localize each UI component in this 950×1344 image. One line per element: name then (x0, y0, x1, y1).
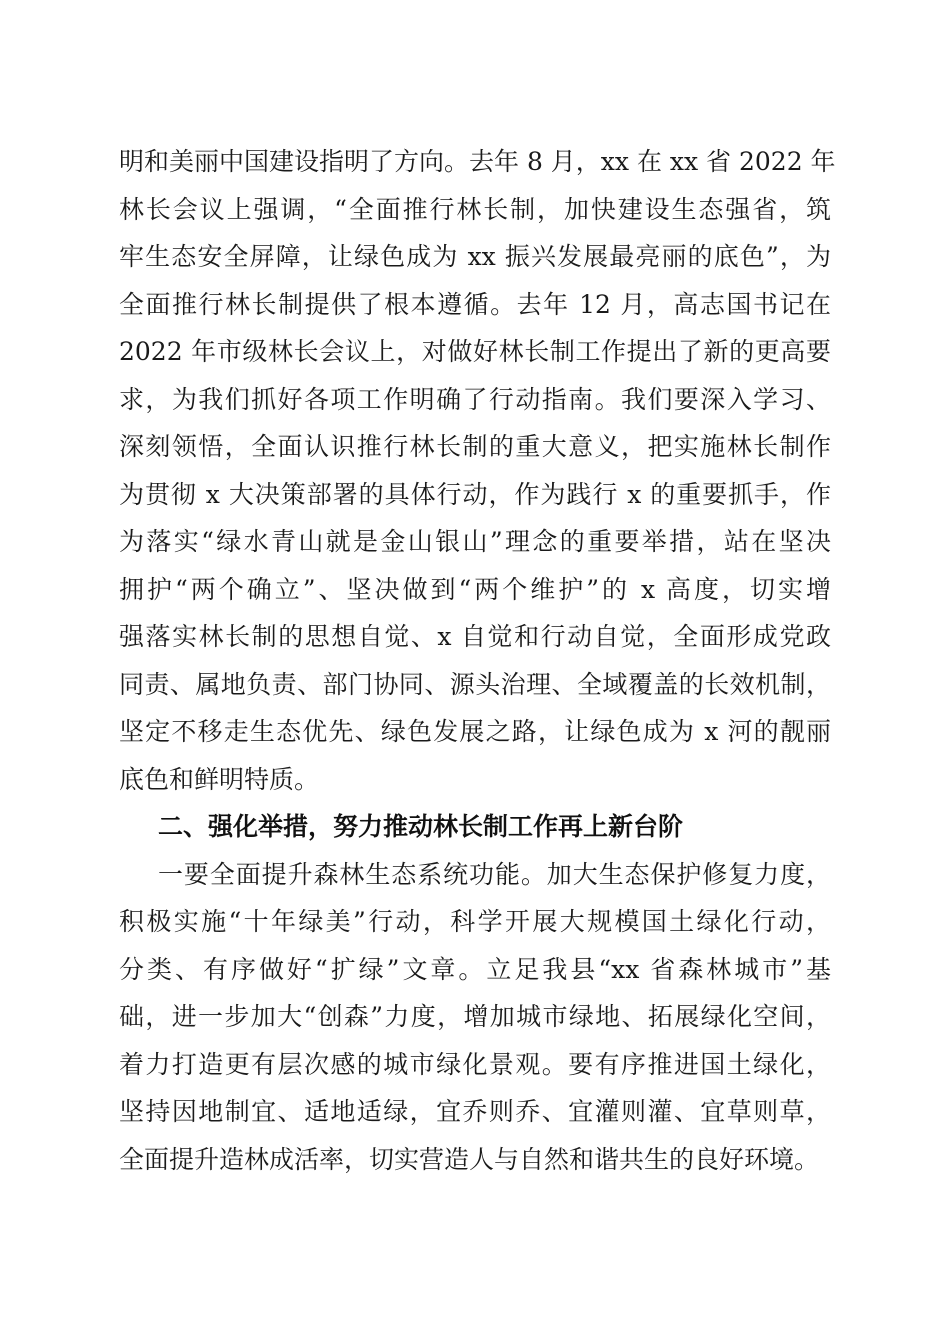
paragraph-line: 分类、有序做好“扩绿”文章。立足我县“xx 省森林城市”基 (119, 955, 831, 984)
paragraph-line: 深刻领悟，全面认识推行林长制的重大意义，把实施林长制作 (119, 432, 831, 461)
paragraph-line: 求，为我们抓好各项工作明确了行动指南。我们要深入学习、 (119, 385, 831, 414)
paragraph-line: 林长会议上强调，“全面推行林长制，加快建设生态强省，筑 (119, 195, 831, 224)
paragraph-line: 积极实施“十年绿美”行动，科学开展大规模国土绿化行动， (119, 907, 831, 936)
paragraph-line: 强落实林长制的思想自觉、x 自觉和行动自觉，全面形成党政 (119, 622, 831, 651)
paragraph-line: 底色和鲜明特质。 (119, 765, 320, 794)
paragraph-line: 础，进一步加大“创森”力度，增加城市绿地、拓展绿化空间， (119, 1002, 831, 1031)
paragraph-line: 拥护“两个确立”、坚决做到“两个维护”的 x 高度，切实增 (119, 575, 831, 604)
paragraph-line: 坚定不移走生态优先、绿色发展之路，让绿色成为 x 河的靓丽 (119, 717, 831, 746)
paragraph-line: 为贯彻 x 大决策部署的具体行动，作为践行 x 的重要抓手，作 (119, 480, 831, 509)
section-heading: 二、强化举措，努力推动林长制工作再上新台阶 (158, 812, 684, 841)
paragraph-line: 2022 年市级林长会议上，对做好林长制工作提出了新的更高要 (119, 337, 831, 366)
paragraph-line: 全面提升造林成活率，切实营造人与自然和谐共生的良好环境。 (119, 1145, 820, 1174)
paragraph-line: 为落实“绿水青山就是金山银山”理念的重要举措，站在坚决 (119, 527, 831, 556)
paragraph-line: 着力打造更有层次感的城市绿化景观。要有序推进国土绿化， (119, 1050, 831, 1079)
paragraph-line: 明和美丽中国建设指明了方向。去年 8 月，xx 在 xx 省 2022 年 (119, 147, 836, 176)
paragraph-line: 全面推行林长制提供了根本遵循。去年 12 月，高志国书记在 (119, 290, 831, 319)
paragraph-line: 牢生态安全屏障，让绿色成为 xx 振兴发展最亮丽的底色”，为 (119, 242, 831, 271)
paragraph-line: 一要全面提升森林生态系统功能。加大生态保护修复力度， (158, 860, 831, 889)
paragraph-line: 同责、属地负责、部门协同、源头治理、全域覆盖的长效机制， (119, 670, 831, 699)
paragraph-line: 坚持因地制宜、适地适绿，宜乔则乔、宜灌则灌、宜草则草， (119, 1097, 831, 1126)
